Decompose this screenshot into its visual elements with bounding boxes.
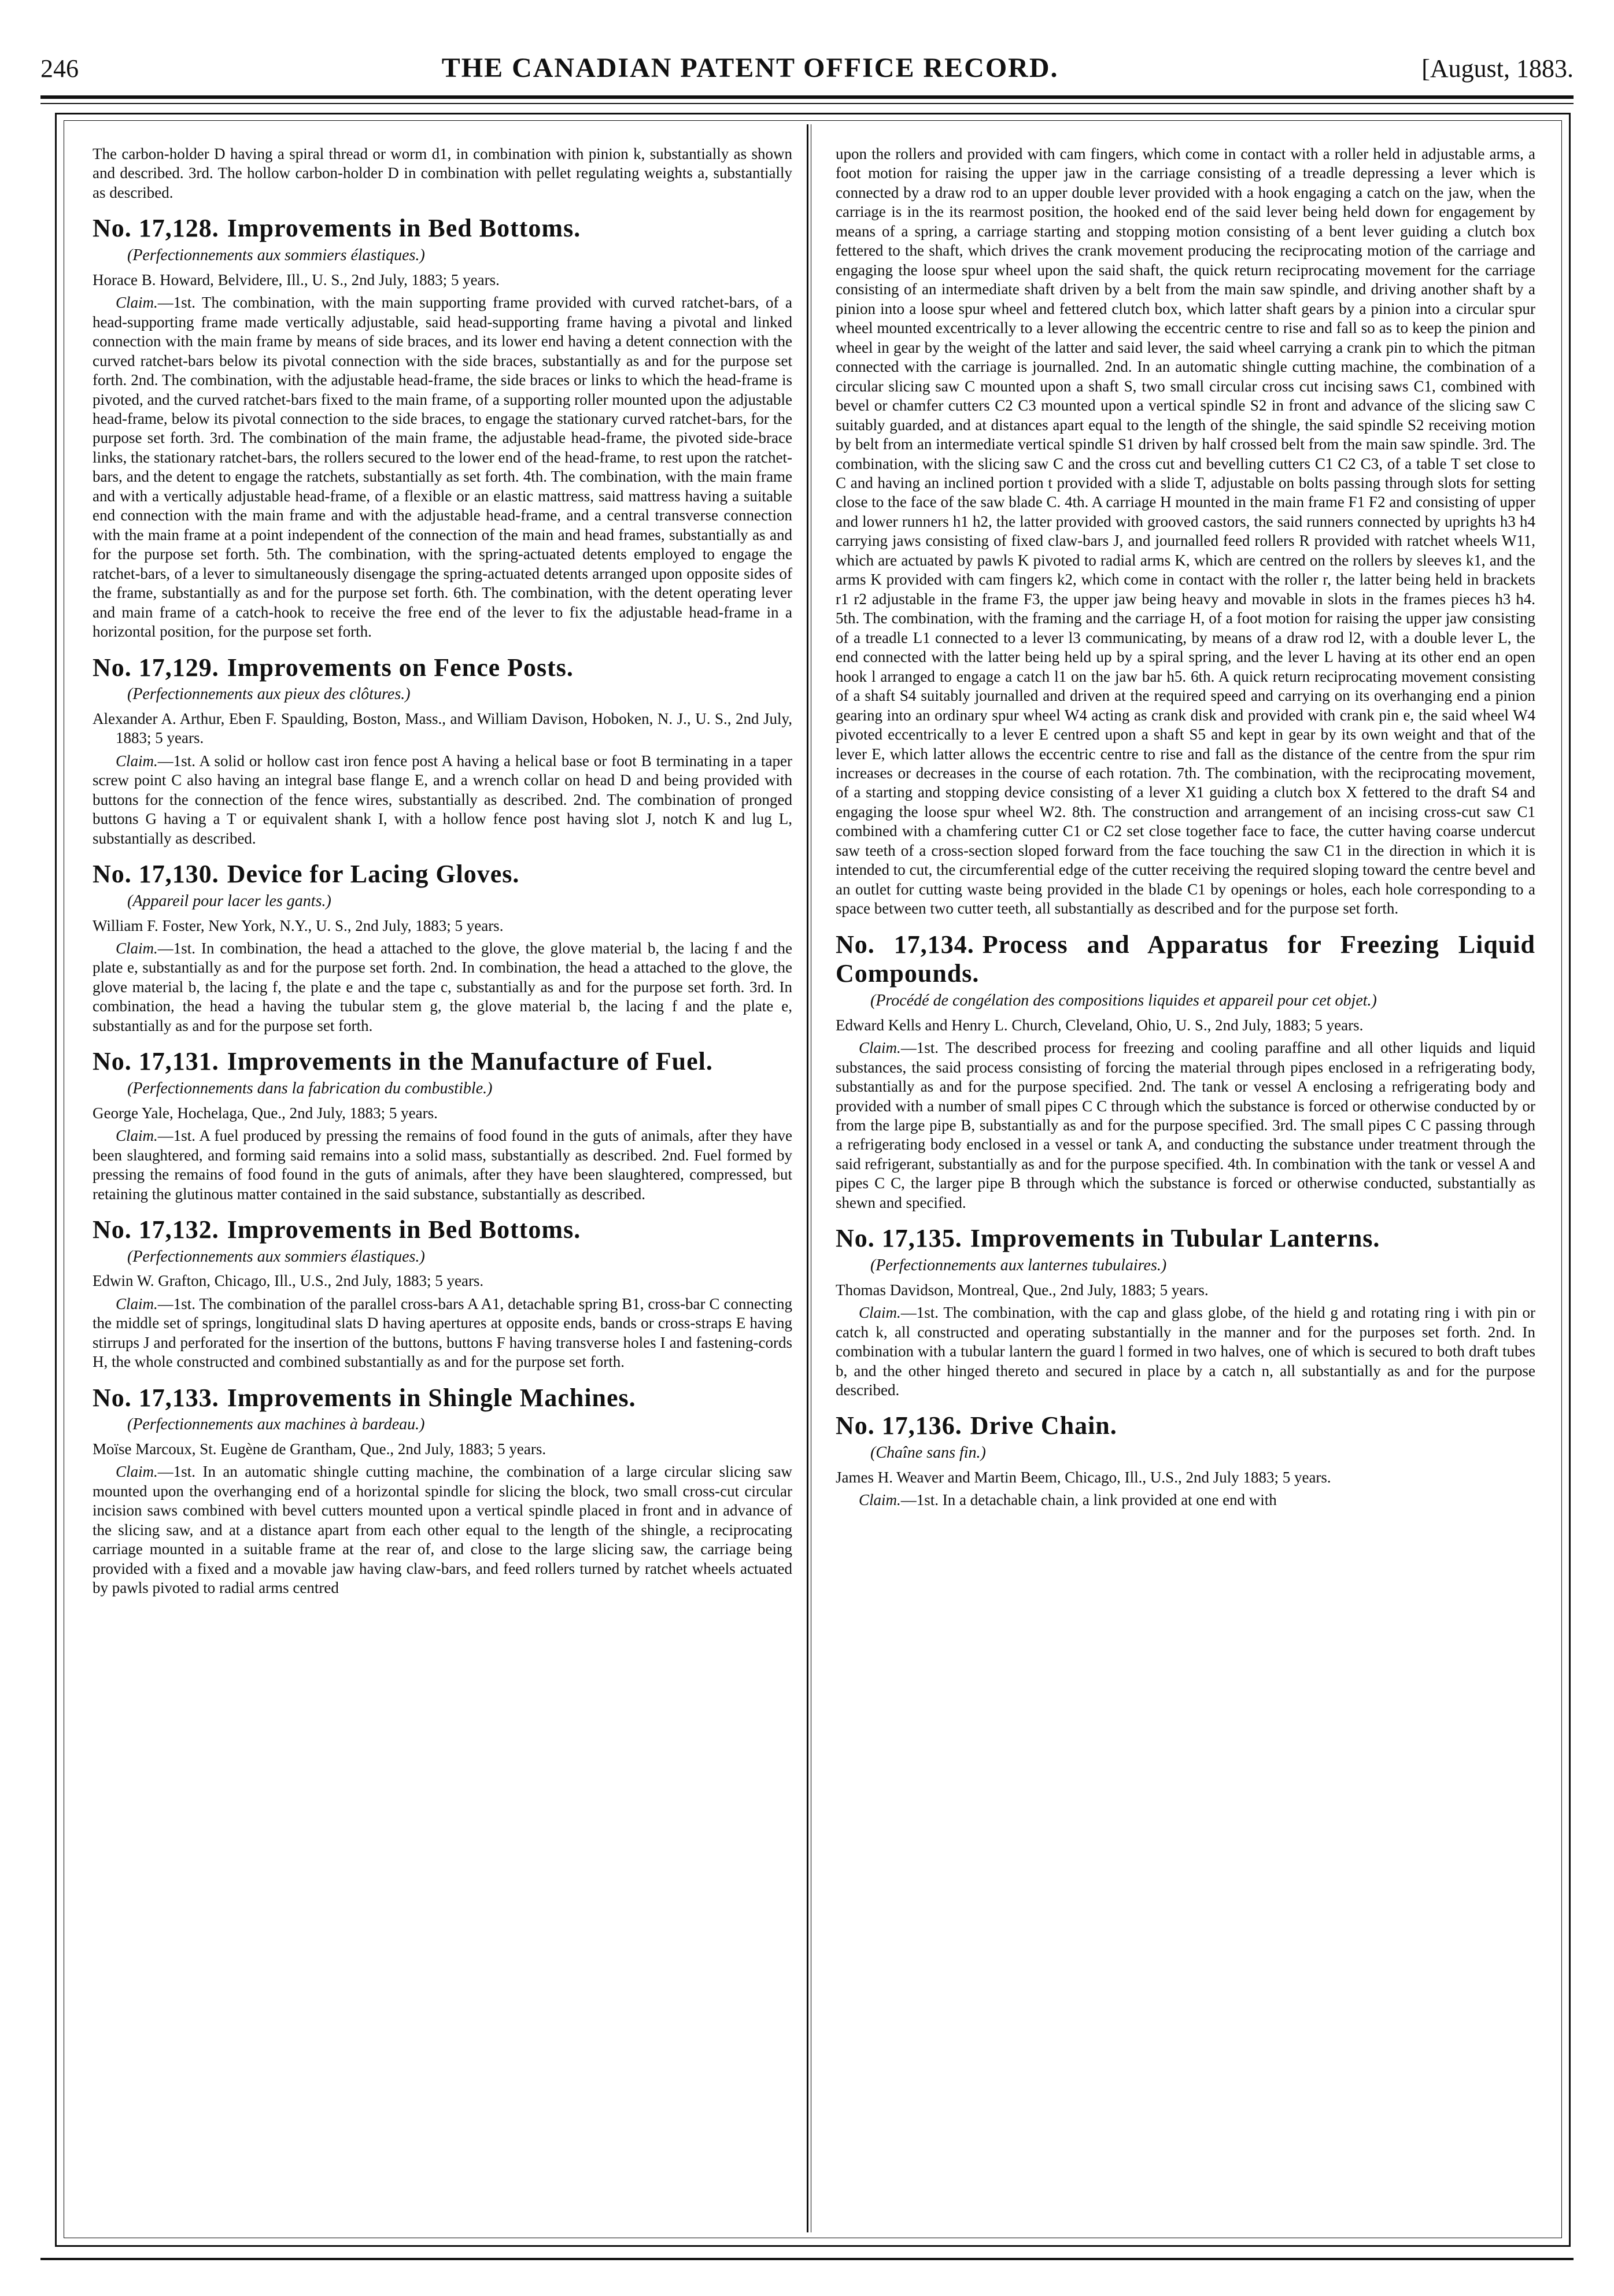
claim-body: —1st. The combination, with the cap and glass globe, of the hield g and rotating ring i with pin or catch k, all constructed and operating substantially in the manner and for the purposes set forth. 2nd. In combination with a tubular lantern the guard l formed in two halves, one of which is secured to both draft tubes b, and the other hinged thereto and secured in place by a catch n, all substantially as and for the purpose described. (836, 1304, 1535, 1399)
claim-label: Claim. (116, 294, 158, 312)
claim-label: Claim. (859, 1039, 901, 1057)
inventor-line: Edward Kells and Henry L. Church, Cleveland, Ohio, U. S., 2nd July, 1883; 5 years. (836, 1016, 1364, 1034)
patent-title: Improvements in Tubular Lanterns. (970, 1224, 1380, 1253)
patent-entry (836, 1224, 1535, 1400)
inventor-line: William F. Foster, New York, N.Y., U. S., 2nd July, 1883; 5 years. (93, 916, 504, 934)
patent-heading (93, 1215, 792, 1245)
claim-body: —1st. A solid or hollow cast iron fence post A having a helical base or foot B terminating in a taper screw point C also having an integral base flange E, and a wrench collar on head D and being provided with buttons for the connection of the fence wires, substantially as described. 2nd. The combination of pronged buttons G having a T or equivalent shank I, with a hollow fence post having slot J, notch K and lug L, substantially as described. (93, 752, 792, 847)
right-column (836, 145, 1535, 2221)
claim-text (836, 1303, 1535, 1400)
claim-body: —1st. The described process for freezing and cooling paraffine and all other liquids and liquid substances, the said process consisting of forcing the material through pipes enclosed in a refrigerating body, substantially as and for the purpose specified. 2nd. The tank or vessel A enclosing a refrigerating body and provided with a number of small pipes C C through which the substance is forced or otherwise conducted by or from the large pipe B, substantially as and for the purpose specified. 3rd. The small pipes C C passing through a refrigerating body enclosed in a vessel or tank A, and conducting the substance under treatment through the said refrigerant, substantially as and for the purpose specified. 4th. In combination with the tank or vessel A and pipes C C, the larger pipe B through which the substance is forced or otherwise conducted, substantially as shewn and specified. (836, 1039, 1535, 1211)
patent-heading (93, 1384, 792, 1413)
patent-entry (93, 653, 792, 849)
patent-entry (93, 860, 792, 1036)
french-title: (Perfectionnements aux machines à bardeau.) (127, 1415, 425, 1434)
header-rule (40, 95, 1574, 99)
french-title: (Perfectionnements dans la fabrication du combustible.) (127, 1079, 493, 1097)
inventor-line: Moïse Marcoux, St. Eugène de Grantham, Que., 2nd July, 1883; 5 years. (93, 1440, 546, 1458)
claim-text (93, 293, 792, 641)
patent-number: No. 17,129. (93, 653, 219, 682)
french-title: (Perfectionnements aux lanternes tubulaires.) (870, 1256, 1167, 1274)
french-title: (Chaîne sans fin.) (870, 1444, 986, 1462)
patent-entry (93, 214, 792, 641)
claim-label: Claim. (116, 1295, 158, 1312)
patent-heading (93, 653, 792, 683)
inventor-line: Thomas Davidson, Montreal, Que., 2nd July, 1883; 5 years. (836, 1281, 1209, 1299)
header-rule-thin (40, 103, 1574, 104)
patent-heading (836, 1224, 1535, 1254)
patent-title: Improvements in Shingle Machines. (227, 1383, 636, 1412)
inventor-line: James H. Weaver and Martin Beem, Chicago, Ill., U.S., 2nd July 1883; 5 years. (836, 1468, 1331, 1486)
patent-title: Process and Apparatus for Freezing Liquid Compounds. (836, 930, 1535, 988)
patent-entry (93, 1215, 792, 1372)
claim-body: —1st. In an automatic shingle cutting machine, the combination of a large circular slicing saw mounted upon the overhanging end of a horizontal spindle for slicing the block, two small cross-cut circular incision saws combined with bevel cutters mounted upon a vertical spindle placed in front and in advance of the slicing saw, and at a distance apart from each other equal to the length of the shingle, a reciprocating carriage mounted in a suitable frame at the rear of, and close to the large slicing saw, the carriage being provided with a fixed and a movable jaw having claw-bars, and feed rollers turned by ratchet wheels actuated by pawls pivoted to radial arms centred (93, 1463, 792, 1597)
claim-body: —1st. In combination, the head a attached to the glove, the glove material b, the lacing f and the plate e, substantially as and for the purpose set forth. 2nd. In combination, the head a attached to the glove, the glove material b, the lacing f, the plate e and the tape c, substantially as and for the purpose set forth. 3rd. In combination, the head a having the tubular stem g, the glove material b, the lacing f and the plate e, substantially as and for the purpose set forth. (93, 940, 792, 1034)
claim-label: Claim. (116, 1127, 158, 1145)
patent-entry (836, 930, 1535, 1213)
patent-heading (93, 860, 792, 889)
patent-number: No. 17,132. (93, 1215, 219, 1244)
footer-rule (40, 2258, 1574, 2260)
claim-text (836, 1491, 1535, 1510)
patent-number: No. 17,131. (93, 1047, 219, 1076)
continued-claim-text: The carbon-holder D having a spiral thread or worm d1, in combination with pinion k, substantially as shown and described. 3rd. The hollow carbon-holder D in combination with pellet regulating weights a, substantially as described. (93, 145, 792, 201)
claim-label: Claim. (859, 1304, 901, 1322)
patent-heading (836, 1411, 1535, 1441)
publication-title: THE CANADIAN PATENT OFFICE RECORD. (441, 53, 1059, 83)
claim-body: —1st. The combination of the parallel cross-bars A A1, detachable spring B1, cross-bar C connecting the middle set of springs, longitudinal slats D having apertures at opposite ends, bands or cross-straps E having stirrups J and perforated for the insertion of the buttons, buttons F having transverse holes I and fastening-cords H, the whole constructed and combined substantially as and for the purpose set forth. (93, 1295, 792, 1371)
patent-entry (93, 1047, 792, 1204)
claim-label: Claim. (116, 940, 158, 957)
french-title: (Perfectionnements aux sommiers élastiques.) (127, 246, 425, 264)
inventor-line: Alexander A. Arthur, Eben F. Spaulding, Boston, Mass., and William Davison, Hoboken, N. J., U. S., 2nd July, 1883; 5 years. (93, 709, 792, 747)
claim-label: Claim. (116, 752, 158, 770)
claim-label: Claim. (859, 1491, 901, 1509)
patent-number: No. 17,133. (93, 1383, 219, 1412)
french-title: (Appareil pour lacer les gants.) (127, 892, 331, 910)
claim-text (93, 939, 792, 1036)
claim-body: —1st. The combination, with the main supporting frame provided with curved ratchet-bars, of a head-supporting frame made vertically adjustable, said head-supporting frame having a pivotal and linked connection with the main frame by means of side braces, and its lower end having a detent connection with the curved ratchet-bars below its pivotal connection with the side braces, substantially as and for the purpose set forth. 2nd. The combination, with the adjustable head-frame, the side braces or links to which the head-frame is pivoted, and the curved ratchet-bars fixed to the main frame, of a supporting roller mounted upon the adjustable head-frame, below its pivotal connection to the side braces, to engage the stationary curved ratchet-bars, for the purpose set forth. 3rd. The combination of the main frame, the adjustable head-frame, the pivoted side-brace links, the stationary ratchet-bars, the rollers secured to the lower end of the head-frame, to rest upon the ratchet-bars, and the detent to engage the ratchets, substantially as set forth. 4th. The combination, with the main frame and with a vertically adjustable head-frame, of a flexible or an elastic mattress, said mattress having a suitable end connection with the main frame and with the adjustable head-frame, and a central transverse connection with the main frame at a point independent of the connection of the main and head frames, substantially as and for the purpose set forth. 5th. The combination, with the spring-actuated detents employed to engage the ratchet-bars, of a lever to simultaneously disengage the spring-actuated detents arranged upon opposite sides of the frame, substantially as and for the purpose set forth. 6th. The combination, with the detent operating lever and main frame of a catch-hook to receive the free end of the lever to fix the adjustable head-frame in a horizontal position, for the purpose set forth. (93, 294, 792, 641)
inventor-line: Horace B. Howard, Belvidere, Ill., U. S., 2nd July, 1883; 5 years. (93, 271, 500, 289)
inventor-line: George Yale, Hochelaga, Que., 2nd July, 1883; 5 years. (93, 1104, 438, 1122)
inventor-line: Edwin W. Grafton, Chicago, Ill., U.S., 2nd July, 1883; 5 years. (93, 1272, 484, 1290)
patent-number: No. 17,128. (93, 214, 219, 243)
patent-heading (836, 930, 1535, 989)
left-column (93, 145, 792, 2221)
claim-text (93, 1295, 792, 1372)
claim-text (836, 1038, 1535, 1212)
claim-text (93, 1462, 792, 1598)
claim-body: —1st. In a detachable chain, a link provided at one end with (900, 1491, 1277, 1509)
patent-title: Improvements in the Manufacture of Fuel. (227, 1047, 713, 1076)
patent-entry (836, 1411, 1535, 1510)
patent-number: No. 17,135. (836, 1224, 962, 1253)
patent-number: No. 17,136. (836, 1411, 962, 1440)
patent-title: Improvements on Fence Posts. (227, 653, 574, 682)
patent-heading (93, 214, 792, 243)
claim-body: —1st. A fuel produced by pressing the remains of food found in the guts of animals, after they have been slaughtered, and forming said remains into a solid mass, substantially as described. 2nd. Fuel formed by pressing the remains of food found in the guts of animals, after they have been slaughtered, compressed, but retaining the glutinous matter contained in the said substance, substantially as described. (93, 1127, 792, 1203)
patent-title: Drive Chain. (970, 1411, 1117, 1440)
page-number: 246 (40, 54, 79, 83)
patent-number: No. 17,134. (836, 930, 974, 959)
claim-text (93, 1126, 792, 1204)
claim-text (93, 752, 792, 848)
patent-number: No. 17,130. (93, 860, 219, 889)
patent-title: Improvements in Bed Bottoms. (227, 214, 581, 243)
running-head (40, 52, 1574, 87)
french-title: (Procédé de congélation des compositions liquides et appareil pour cet objet.) (870, 991, 1377, 1010)
claim-label: Claim. (116, 1463, 158, 1481)
column-divider (807, 124, 808, 2232)
patent-entry (93, 1384, 792, 1598)
french-title: (Perfectionnements aux pieux des clôtures.) (127, 685, 411, 704)
patent-title: Device for Lacing Gloves. (227, 860, 520, 889)
french-title: (Perfectionnements aux sommiers élastiques.) (127, 1247, 425, 1266)
continued-claim-text: upon the rollers and provided with cam fingers, which come in contact with a roller held in adjustable arms, a foot motion for raising the upper jaw in the carriage consisting of a treadle depressing a lever which is connected by a draw rod to an upper double lever provided with a hook engaging a catch on the jaw, when the carriage is in the its rearmost position, the hooked end of the said lever being held down for engagement by means of a spring, a carriage starting and stopping motion consisting of a bent lever guiding a clutch box fettered to the shaft, which drives the crank movement producing the reciprocating motion of the carriage and engaging the loose spur wheel upon the said shaft, the quick return reciprocating movement for the carriage consisting of an intermediate shaft driven by a belt from the main saw spindle, and driving another shaft by a pinion into a loose spur wheel and fettered clutch box, which latter shaft gears by a pinion into a circular spur wheel mounted excentrically to a lever allowing the eccentric centre to rise and fall so as to keep the pinion and wheel in gear by the weight of the latter and said lever, the said wheel carrying a crank pin to which the pitman connected with the carriage is journalled. 2nd. In an automatic shingle cutting machine, the combination of a circular slicing saw C mounted upon a shaft S, two small circular cross cut incising saws C1, combined with bevel or chamfer cutters C2 C3 mounted upon a vertical spindle S2 in front and advance of the slicing saw C suitably guarded, and at distances apart equal to the length of the shingle, the said spindle S2 receiving motion by belt from an intermediate vertical spindle S1 driven by half crossed belt from the main saw spindle. 3rd. The combination, with the slicing saw C and the cross cut and bevelling cutters C1 C2 C3, of a table T set close to C and having an inclined portion t provided with a slide T, adjustable on bolts passing through slots for setting close to the face of the saw blade C. 4th. A carriage H mounted in the main frame F1 F2 and consisting of upper and lower runners h1 h2, the latter provided with grooved castors, the said runners connected by uprights h3 h4 carrying jaws consisting of fixed claw-bars J, and journalled feed rollers R provided with ratchet wheels W11, which are actuated by pawls K pivoted to radial arms K, which are centred on the rollers by sleeves k1, and the arms K provided with cam fingers k2, which come in contact with the roller r, the latter being held in brackets r1 r2 adjustable in the frame F3, the upper jaw being heavy and movable in slots in the frames pieces h3 h4. 5th. The combination, with the framing and the carriage H, of a foot motion for raising the upper jaw consisting of a treadle L1 connected to a lever l3 communicating, by means of a draw rod l2, with a double lever L, the end connected with the latter being held up by a spiral spring, and the lever L having at its other end an open hook l arranged to engage a catch l1 on the jaw bar h5. 6th. A quick return reciprocating movement consisting of a shaft S4 suitably journalled and driven at the required speed and carrying on its overhanging end a pinion gearing into an ordinary spur wheel W4 acting as crank disk and provided with crank pin e, the said wheel W4 pivoted eccentrically to a lever E centred upon a shaft S5 and kept in gear by its own weight and that of the lever E, which latter allows the eccentric centre to rise and fall as the distance of the centre from the spur rim increases or decreases in the course of each rotation. 7th. The combination, with the reciprocating movement, of a starting and stopping device consisting of a lever X1 guiding a clutch box X fettered to the draft S4 and engaging the loose spur wheel W2. 8th. The construction and arrangement of an incising cross-cut saw C1 combined with a chamfering cutter C1 or C2 set close together face to face, the cutter having coarse undercut saw teeth of a cross-section sloped forward from the face touching the saw C1 in the direction in which it is intended to cut, the circumferential edge of the cutter receiving the required sloping toward the centre bevel and an outlet for cutting waste being provided in the blade C1 by openings or holes, each hole corresponding to a space between two cutter teeth, all substantially as described and for the purpose set forth. (836, 145, 1535, 918)
patent-heading (93, 1047, 792, 1077)
patent-title: Improvements in Bed Bottoms. (227, 1215, 581, 1244)
issue-date: [August, 1883. (1421, 54, 1574, 83)
